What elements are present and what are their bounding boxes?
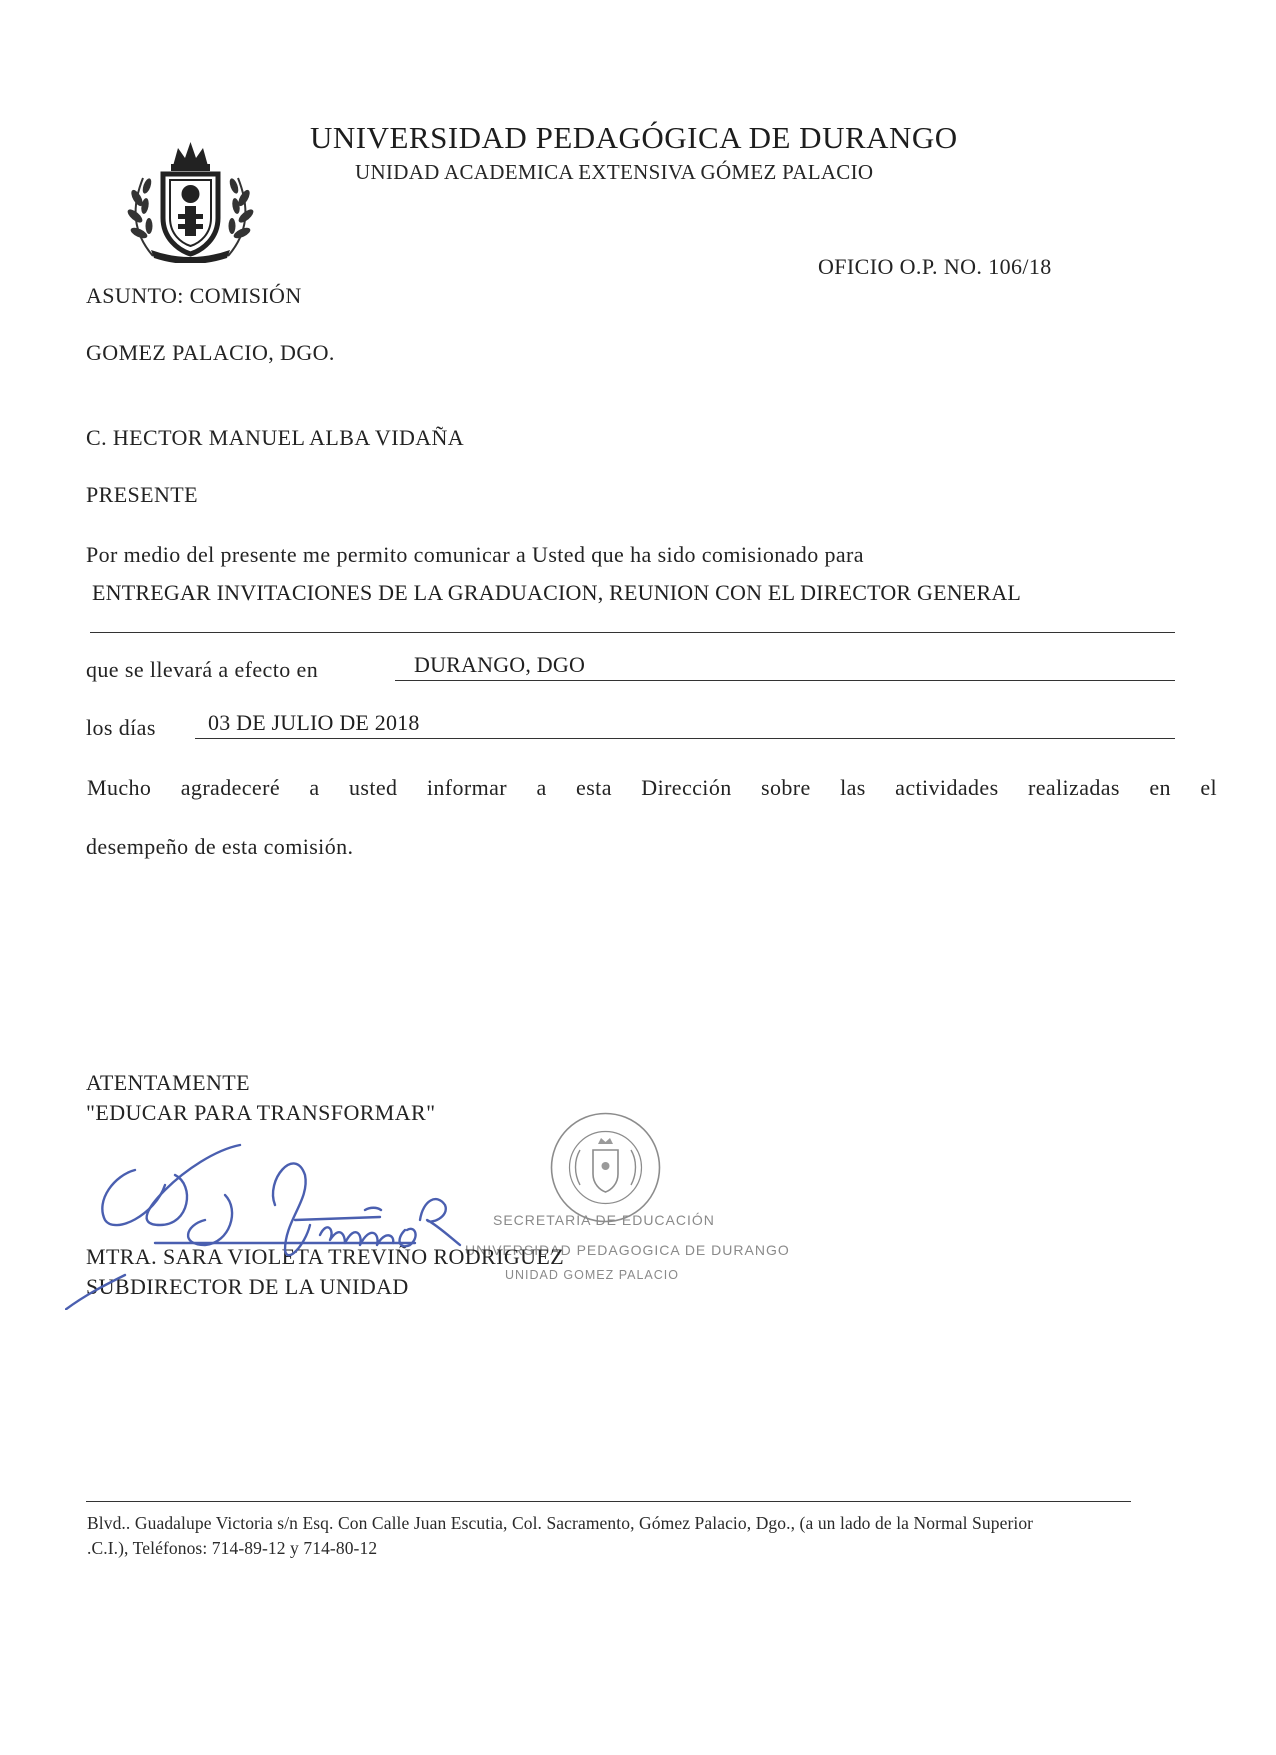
recipient-greeting: PRESENTE	[86, 482, 198, 507]
stamp-line-2: UNIVERSIDAD PEDAGOGICA DE DURANGO	[465, 1242, 790, 1258]
commission-underline	[90, 632, 1175, 633]
footer-address: Blvd.. Guadalupe Victoria s/n Esq. Con Calle Juan Escutia, Col. Sacramento, Gómez Palacio, Dgo., (a un lado de la Normal Superior	[87, 1513, 1034, 1533]
unit-name: UNIDAD ACADEMICA EXTENSIVA GÓMEZ PALACIO	[355, 160, 874, 184]
dates-label: los días	[86, 715, 156, 740]
intro-paragraph: Por medio del presente me permito comunicar a Usted que ha sido comisionado para	[86, 542, 864, 567]
subject-line: ASUNTO: COMISIÓN	[86, 283, 302, 308]
footer-divider	[86, 1501, 1131, 1502]
location-label: que se llevará a efecto en	[86, 657, 319, 682]
oficio-number: OFICIO O.P. NO. 106/18	[818, 254, 1052, 279]
closing-paragraph-line1: Mucho agradeceré a usted informar a esta Dirección sobre las actividades realizadas en el	[87, 775, 1217, 800]
handwritten-signature	[65, 1125, 485, 1310]
salutation: ATENTAMENTE	[86, 1070, 250, 1095]
motto: "EDUCAR PARA TRANSFORMAR"	[86, 1100, 436, 1125]
footer-phones: .C.I.), Teléfonos: 714-89-12 y 714-80-12	[87, 1538, 378, 1558]
signer-position: SUBDIRECTOR DE LA UNIDAD	[86, 1274, 409, 1299]
dates-underline	[195, 738, 1175, 739]
signer-name: MTRA. SARA VIOLETA TREVIÑO RODRIGUEZ	[86, 1244, 565, 1269]
closing-paragraph-line2: desempeño de esta comisión.	[86, 834, 354, 859]
university-name: UNIVERSIDAD PEDAGÓGICA DE DURANGO	[310, 120, 958, 155]
official-seal-icon	[548, 1110, 663, 1225]
location-underline	[395, 680, 1175, 681]
dates-value: 03 DE JULIO DE 2018	[208, 710, 420, 735]
stamp-line-1: SECRETARIA DE EDUCACIÓN	[493, 1212, 715, 1228]
location-value: DURANGO, DGO	[414, 652, 586, 677]
place-line: GOMEZ PALACIO, DGO.	[86, 340, 335, 365]
stamp-line-3: UNIDAD GOMEZ PALACIO	[505, 1268, 679, 1282]
recipient-name: C. HECTOR MANUEL ALBA VIDAÑA	[86, 425, 465, 450]
commission-text: ENTREGAR INVITACIONES DE LA GRADUACION, REUNION CON EL DIRECTOR GENERAL	[92, 580, 1022, 605]
university-crest-icon	[123, 138, 258, 263]
